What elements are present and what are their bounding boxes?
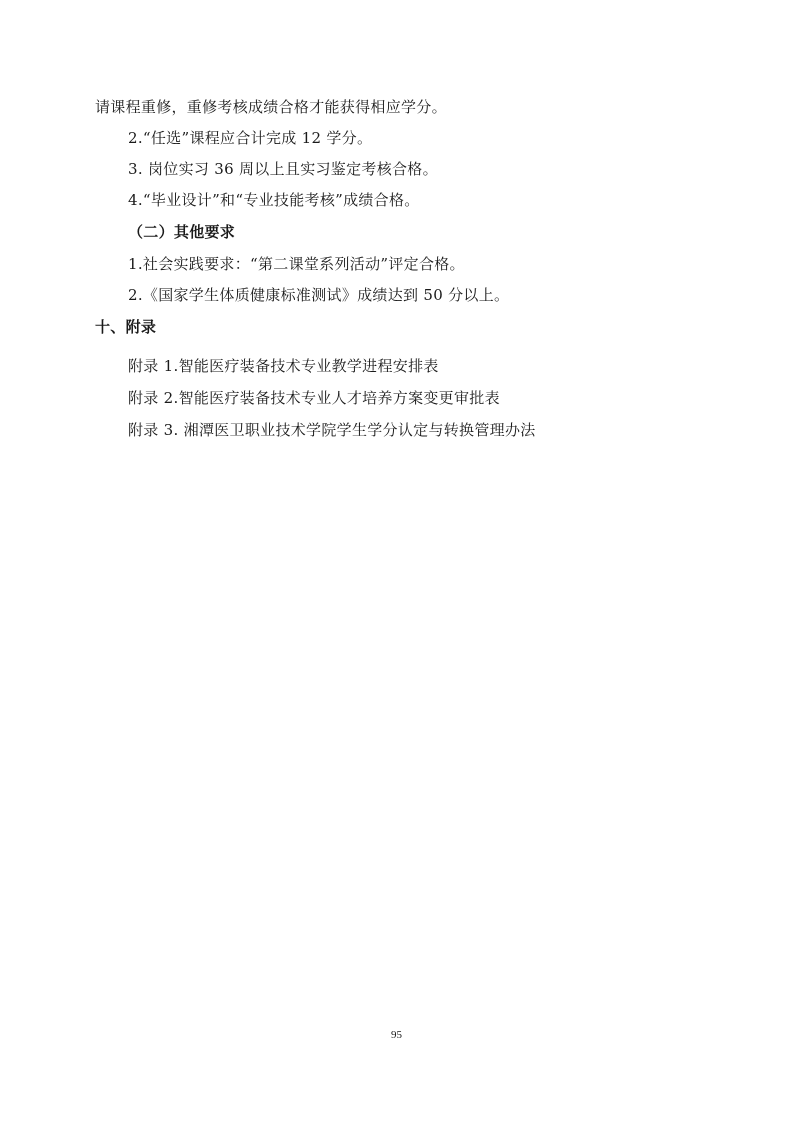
appendix-item: 附录 3. 湘潭医卫职业技术学院学生学分认定与转换管理办法 (128, 421, 536, 439)
appendix-item: 附录 2.智能医疗装备技术专业人才培养方案变更审批表 (128, 389, 500, 407)
appendix-item: 附录 1.智能医疗装备技术专业教学进程安排表 (128, 357, 439, 375)
graduation-requirement-item: 2.“任选”课程应合计完成 12 学分。 (128, 129, 373, 147)
paragraph-continuation: 请课程重修，重修考核成绩合格才能获得相应学分。 (95, 98, 447, 116)
page-number: 95 (391, 1029, 402, 1041)
other-requirement-item: 1.社会实践要求：“第二课堂系列活动”评定合格。 (128, 255, 465, 273)
graduation-requirement-item: 3. 岗位实习 36 周以上且实习鉴定考核合格。 (128, 160, 438, 178)
other-requirement-item: 2.《国家学生体质健康标准测试》成绩达到 50 分以上。 (128, 286, 510, 304)
subsection-heading: （二）其他要求 (128, 223, 236, 241)
graduation-requirement-item: 4.“毕业设计”和“专业技能考核”成绩合格。 (128, 191, 420, 209)
section-heading: 十、附录 (95, 318, 157, 336)
